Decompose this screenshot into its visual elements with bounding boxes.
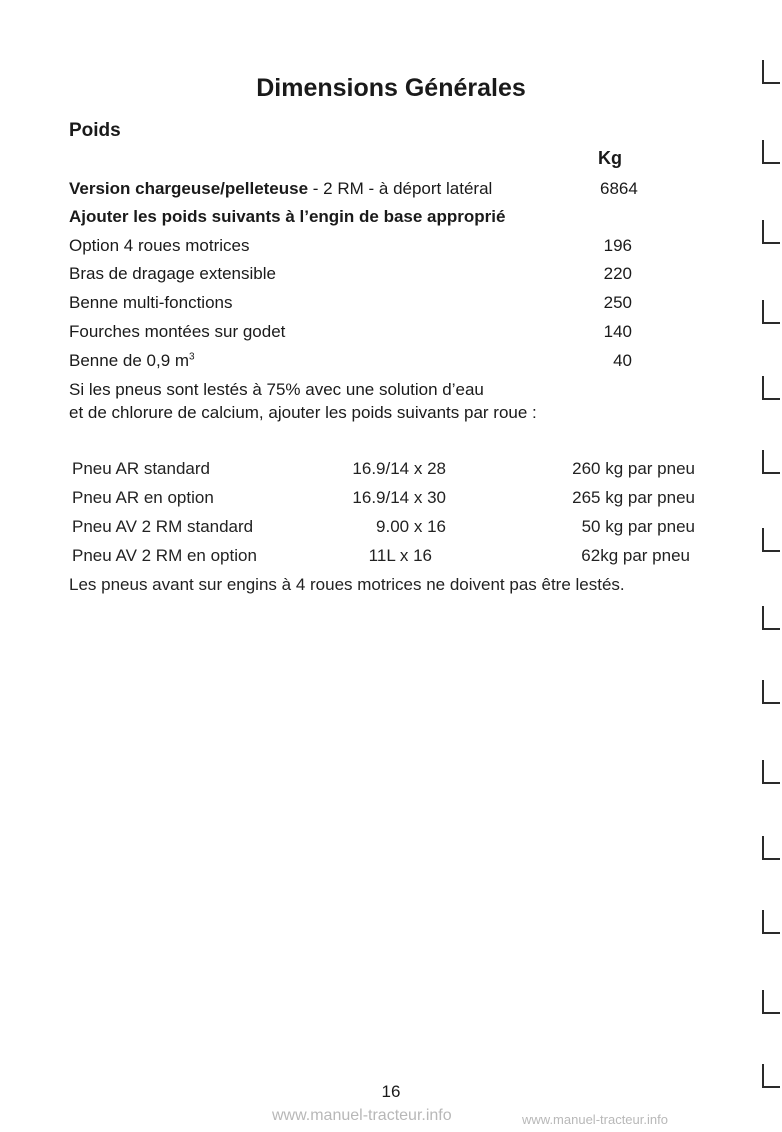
binding-ring [762,60,764,84]
binding-ring [762,300,764,324]
tire-size: 9.00 x 16 [376,517,446,536]
option-value: 40 [613,351,632,370]
tire-size: 11L x 16 [368,546,432,565]
section-heading: Poids [69,120,121,141]
option-value: 140 [603,322,632,341]
ballast-note-line-2: et de chlorure de calcium, ajouter les poids suivants par roue : [69,403,537,422]
tire-size: 16.9/14 x 30 [352,488,446,507]
binding-ring [762,760,764,784]
option-label: Bras de dragage extensible [69,264,276,283]
base-machine-label-rest: - 2 RM - à déport latéral [308,179,493,198]
base-machine-value: 6864 [600,179,638,198]
binding-ring [762,606,764,630]
watermark: www.manuel-tracteur.info [272,1107,452,1124]
base-machine-label [69,179,492,199]
option-label [69,351,195,371]
option-label: Fourches montées sur godet [69,322,286,341]
binding-ring [762,680,764,704]
binding-ring [762,528,764,552]
tire-added-weight: 50 kg par pneu [581,517,695,536]
binding-ring [762,836,764,860]
option-label-text: Benne de 0,9 m [69,351,190,370]
unit-header: Kg [598,148,622,168]
option-label-sup: 3 [189,351,195,363]
option-value: 250 [603,293,632,312]
tire-name: Pneu AR en option [72,488,214,507]
page-title: Dimensions Générales [256,74,526,102]
page-number: 16 [381,1082,401,1101]
binding-ring [762,220,764,244]
option-label: Benne multi-fonctions [69,293,233,312]
binding-ring [762,1064,764,1088]
tire-added-weight: 62kg par pneu [581,546,690,565]
watermark: www.manuel-tracteur.info [522,1112,668,1127]
tire-added-weight: 265 kg par pneu [572,488,695,507]
option-value: 220 [603,264,632,283]
front-tire-note: Les pneus avant sur engins à 4 roues motrices ne doivent pas être lestés. [69,575,625,594]
tire-added-weight: 260 kg par pneu [572,459,695,478]
tire-name: Pneu AV 2 RM en option [72,546,257,565]
binding-ring [762,140,764,164]
ballast-note-line-1: Si les pneus sont lestés à 75% avec une solution d’eau [69,380,484,399]
tire-name: Pneu AR standard [72,459,210,478]
add-weights-heading: Ajouter les poids suivants à l’engin de base approprié [69,207,506,226]
binding-ring [762,376,764,400]
option-label: Option 4 roues motrices [69,236,250,255]
option-value: 196 [603,236,632,255]
binding-ring [762,990,764,1014]
binding-ring [762,450,764,474]
binding-ring [762,910,764,934]
binding-spine [758,60,782,1120]
tire-size: 16.9/14 x 28 [352,459,446,478]
tire-name: Pneu AV 2 RM standard [72,517,254,536]
base-machine-label-bold: Version chargeuse/pelleteuse [69,179,309,198]
